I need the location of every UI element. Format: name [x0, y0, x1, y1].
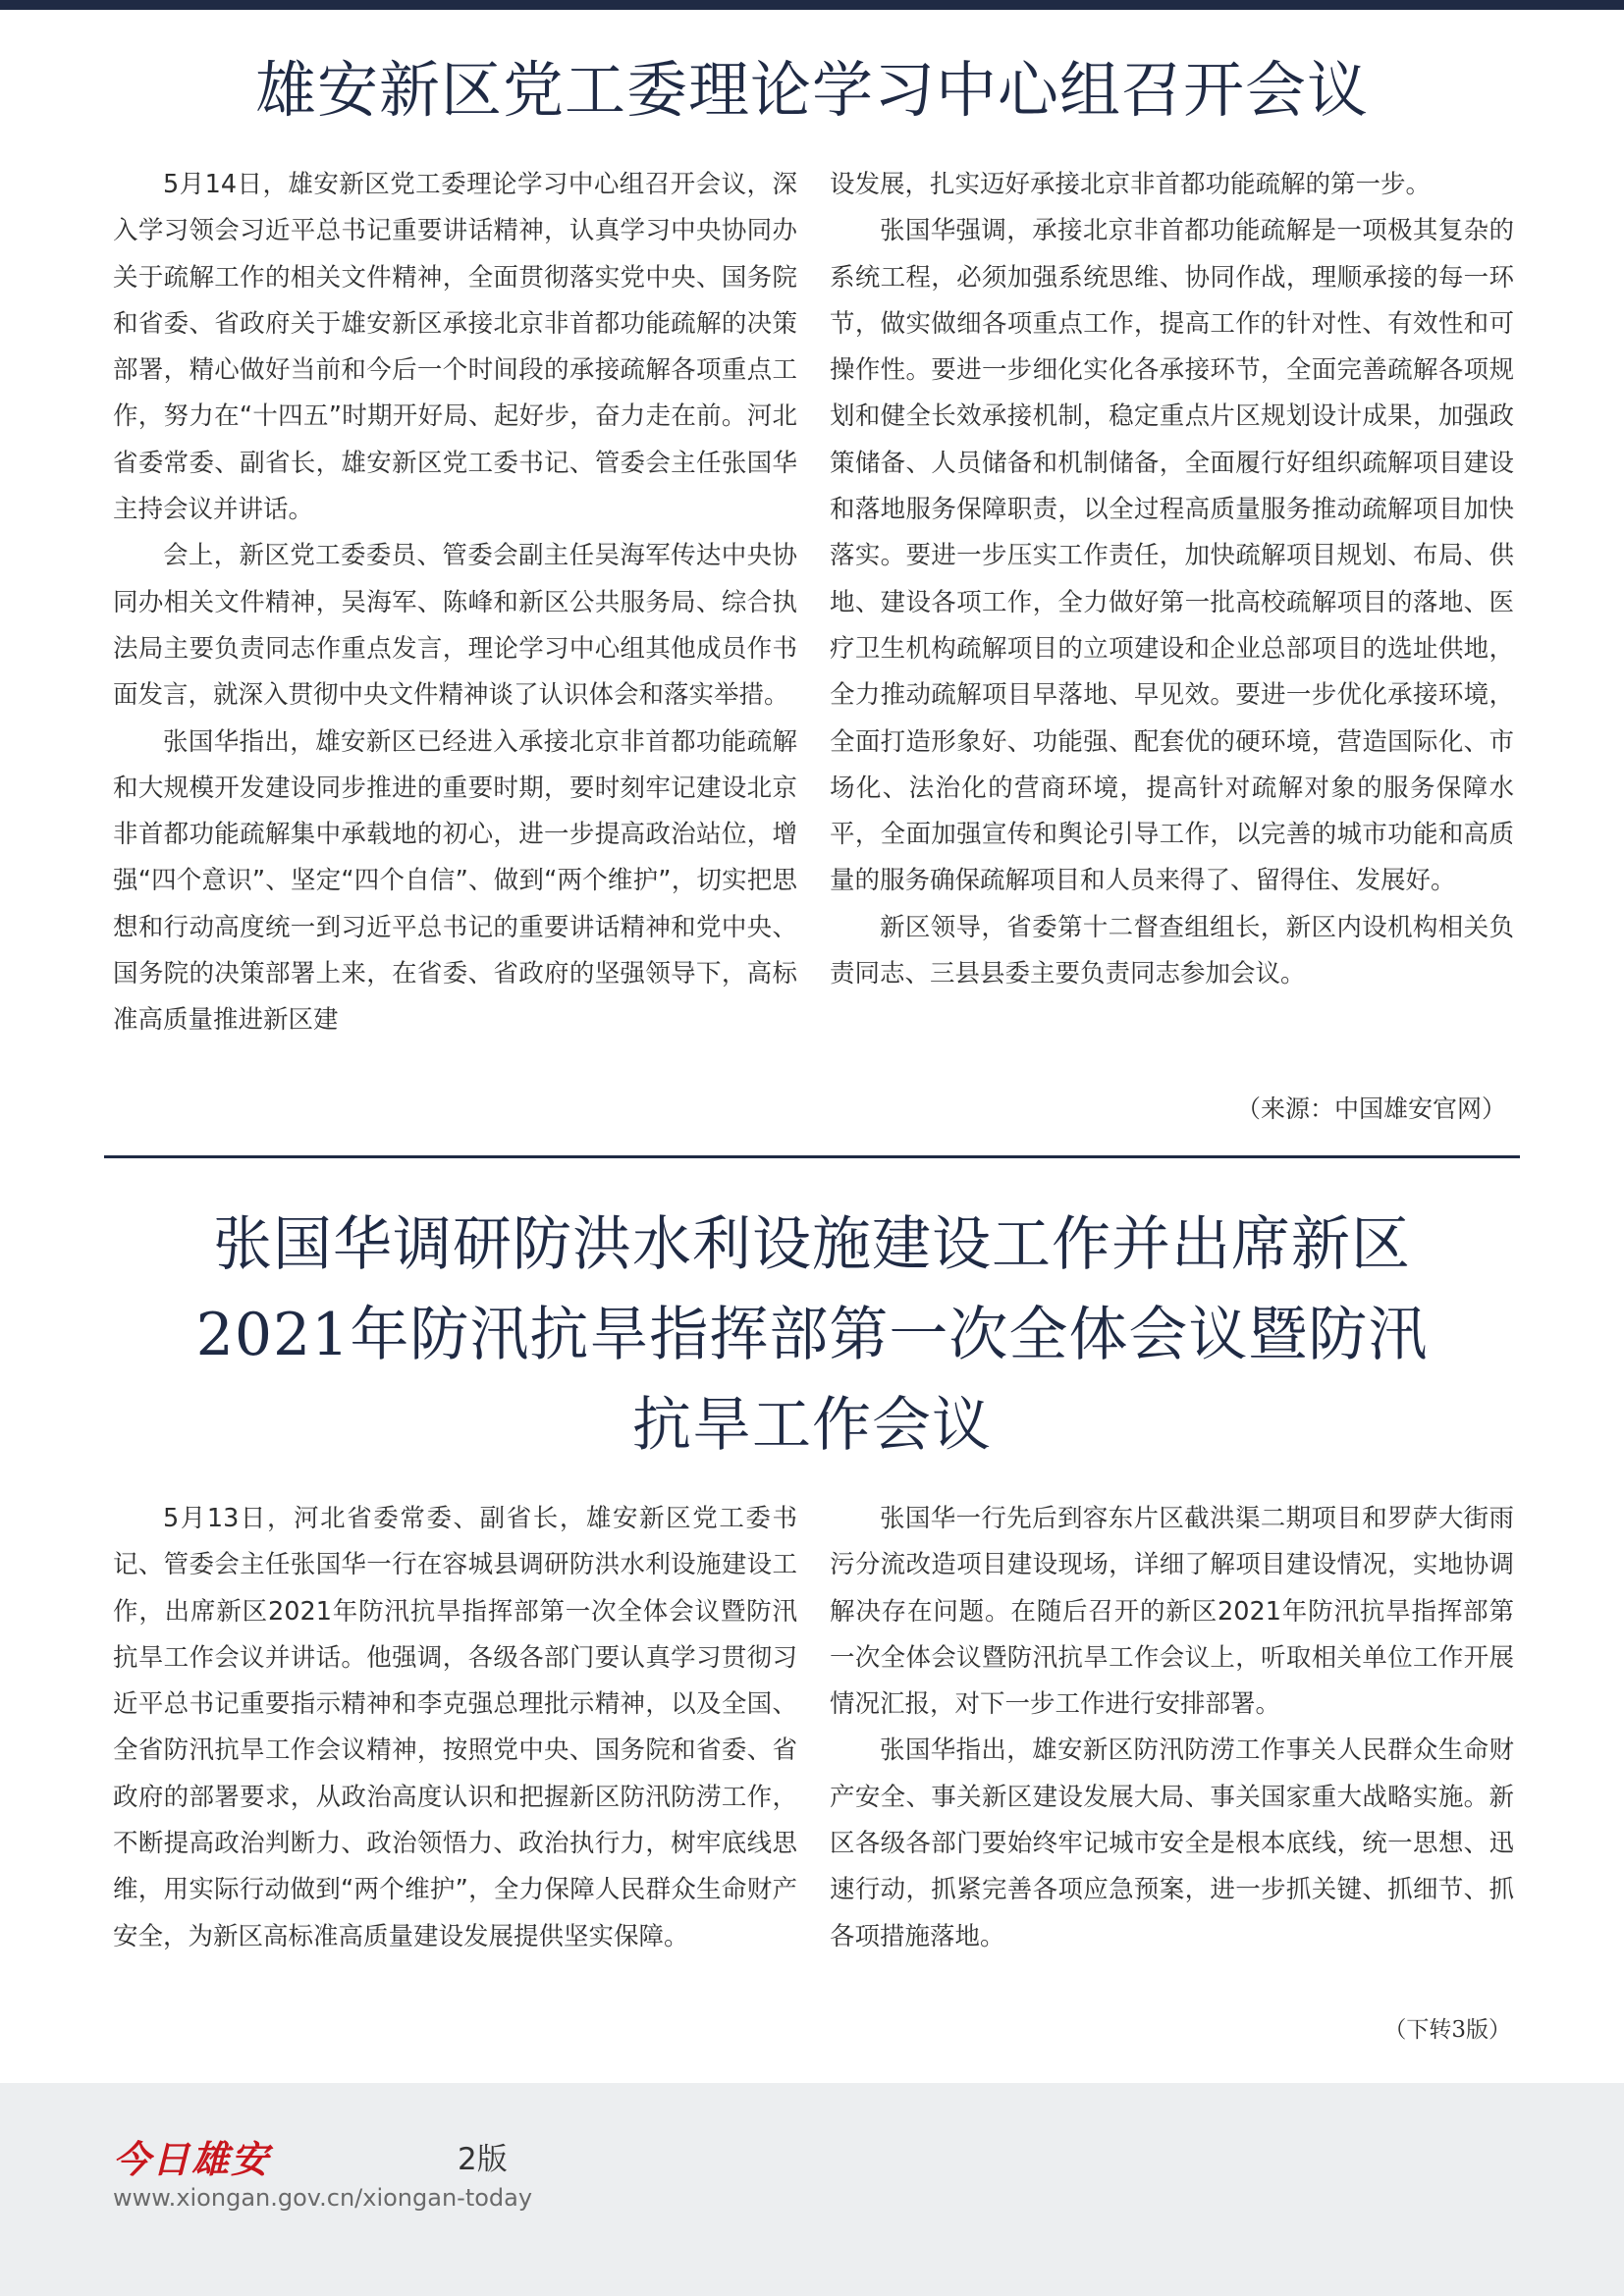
footer-url: www.xiongan.gov.cn/xiongan-today [113, 2184, 533, 2212]
paragraph-continuation: 设发展，扎实迈好承接北京非首都功能疏解的第一步。 [830, 170, 1432, 199]
paragraph: 5月14日，雄安新区党工委理论学习中心组召开会议，深入学习领会习近平总书记重要讲话精神，认真学习中央协同办关于疏解工作的相关文件精神，全面贯彻落实党中央、国务院和省委、省政府关于雄安新区承接北京非首都功能疏解的决策部署，精心做好当前和今后一个时间段的承接疏解各项重点工作，努力在“十四五”时期开好局、起好步，奋力走在前。河北省委常委、副省长，雄安新区党工委书记、管委会主任张国华主持会议并讲话。 [113, 170, 797, 525]
paragraph: 会上，新区党工委委员、管委会副主任吴海军传达中央协同办相关文件精神，吴海军、陈峰和新区公共服务局、综合执法局主要负责同志作重点发言，理论学习中心组其他成员作书面发言，就深入贯彻中央文件精神谈了认识体会和落实举措。 [113, 541, 797, 711]
article2-column-left [113, 1496, 797, 2016]
article1-column-right [830, 162, 1514, 1134]
article1-column-left [113, 162, 797, 1134]
paragraph: 张国华指出，雄安新区已经进入承接北京非首都功能疏解和大规模开发建设同步推进的重要时期，要时刻牢记建设北京非首都功能疏解集中承载地的初心，进一步提高政治站位，增强“四个意识”、坚定“四个自信”、做到“两个维护”，切实把思想和行动高度统一到习近平总书记的重要讲话精神和党中央、国务院的决策部署上来，在省委、省政府的坚强领导下，高标准高质量推进新区建 [113, 726, 797, 1036]
article1-title: 雄安新区党工委理论学习中心组召开会议 [254, 54, 1369, 126]
continued-note: （下转3版） [1383, 2017, 1511, 2043]
title-line: 抗旱工作会议 [632, 1391, 992, 1460]
paragraph: 张国华指出，雄安新区防汛防涝工作事关人民群众生命财产安全、事关新区建设发展大局、事关国家重大战略实施。新区各级各部门要始终牢记城市安全是根本底线，统一思想、迅速行动，抓紧完善各项应急预案，进一步抓关键、抓细节、抓各项措施落地。 [830, 1735, 1514, 1951]
title-line: 2021年防汛抗旱指挥部第一次全体会议暨防汛 [195, 1301, 1429, 1369]
paragraph: 张国华一行先后到容东片区截洪渠二期项目和罗萨大街雨污分流改造项目建设现场，详细了解项目建设情况，实地协调解决存在问题。在随后召开的新区2021年防汛抗旱指挥部第一次全体会议暨防汛抗旱工作会议上，听取相关单位工作开展情况汇报，对下一步工作进行安排部署。 [830, 1504, 1514, 1720]
publication-logo: 今日雄安 [113, 2137, 271, 2181]
article2-title [98, 1200, 1526, 1470]
page-number: 2版 [458, 2142, 508, 2177]
top-accent-bar [0, 0, 1624, 10]
paragraph: 5月13日，河北省委常委、副省长，雄安新区党工委书记、管委会主任张国华一行在容城县调研防洪水利设施建设工作，出席新区2021年防汛抗旱指挥部第一次全体会议暨防汛抗旱工作会议并讲话。他强调，各级各部门要认真学习贯彻习近平总书记重要指示精神和李克强总理批示精神，以及全国、全省防汛抗旱工作会议精神，按照党中央、国务院和省委、省政府的部署要求，从政治高度认识和把握新区防汛防涝工作，不断提高政治判断力、政治领悟力、政治执行力，树牢底线思维，用实际行动做到“两个维护”，全力保障人民群众生命财产安全，为新区高标准高质量建设发展提供坚实保障。 [113, 1504, 797, 1951]
article2-column-right [830, 1496, 1514, 2016]
article1-source: （来源：中国雄安官网） [1235, 1095, 1506, 1123]
paragraph: 张国华强调，承接北京非首都功能疏解是一项极其复杂的系统工程，必须加强系统思维、协同作战，理顺承接的每一环节，做实做细各项重点工作，提高工作的针对性、有效性和可操作性。要进一步细化实化各承接环节，全面完善疏解各项规划和健全长效承接机制，稳定重点片区规划设计成果，加强政策储备、人员储备和机制储备，全面履行好组织疏解项目建设和落地服务保障职责，以全过程高质量服务推动疏解项目加快落实。要进一步压实工作责任，加快疏解项目规划、布局、供地、建设各项工作，全力做好第一批高校疏解项目的落地、医疗卫生机构疏解项目的立项建设和企业总部项目的选址供地，全力推动疏解项目早落地、早见效。要进一步优化承接环境，全面打造形象好、功能强、配套优的硬环境，营造国际化、市场化、法治化的营商环境，提高针对疏解对象的服务保障水平，全面加强宣传和舆论引导工作，以完善的城市功能和高质量的服务确保疏解项目和人员来得了、留得住、发展好。 [830, 216, 1514, 896]
title-line: 张国华调研防洪水利设施建设工作并出席新区 [213, 1210, 1411, 1279]
article-divider [104, 1155, 1520, 1158]
paragraph: 新区领导，省委第十二督查组组长，新区内设机构相关负责同志、三县县委主要负责同志参加会议。 [830, 912, 1514, 989]
